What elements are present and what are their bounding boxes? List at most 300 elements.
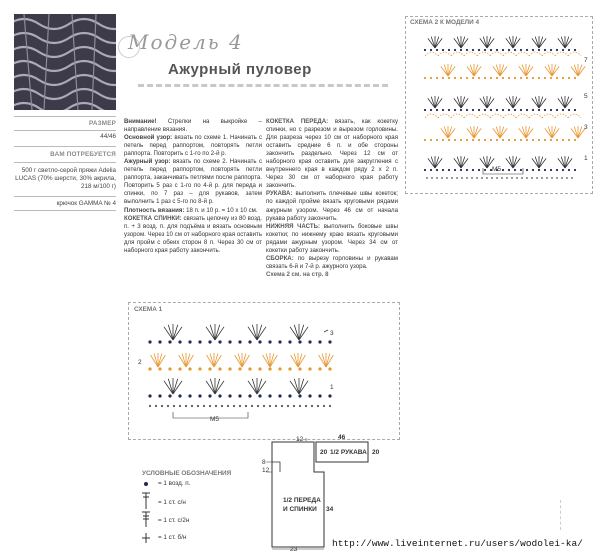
dim-label: 46 — [338, 434, 346, 441]
hook-spec: крючок GAMMA № 4 — [56, 200, 116, 207]
sidebar-divider — [14, 196, 116, 197]
stitch-stroke — [210, 379, 215, 394]
stitch-stroke — [435, 158, 442, 168]
stitch-stroke — [467, 66, 474, 76]
stitch-stroke — [535, 37, 539, 48]
chain-stitch-dot — [442, 109, 444, 111]
stitch-stroke — [168, 379, 173, 394]
chain-stitch-dot — [430, 109, 432, 111]
chain-stitch-dot — [323, 405, 325, 407]
chain-stitch-dot — [496, 77, 498, 79]
schema-1-row-label: 3 — [330, 330, 334, 337]
chain-arc — [438, 52, 451, 56]
chain-stitch-dot — [278, 394, 281, 397]
stitch-stroke — [480, 158, 487, 168]
stitch-stroke — [461, 38, 468, 48]
chain-stitch-dot — [502, 77, 504, 79]
stitch-stroke — [457, 157, 461, 168]
chain-stitch-dot — [538, 77, 540, 79]
chain-stitch-dot — [508, 109, 510, 111]
stitch-stroke — [173, 381, 182, 394]
stitch-stroke — [298, 354, 302, 367]
stitch-stroke — [444, 65, 448, 76]
chain-stitch-dot — [562, 139, 564, 141]
stitch-stroke — [561, 97, 565, 108]
schema-2-repeat-label: М5 — [492, 166, 502, 173]
stitch-stroke — [461, 98, 468, 108]
dim-label: 12 — [262, 467, 270, 474]
c1-heading: Внимание! — [124, 118, 157, 125]
stitch-stroke — [431, 37, 435, 48]
chain-arc — [568, 52, 581, 56]
stitch-stroke — [509, 157, 513, 168]
chain-arc — [451, 114, 464, 118]
chain-stitch-dot — [561, 177, 563, 179]
stitch-stroke — [164, 327, 173, 340]
stitch-stroke — [470, 127, 474, 138]
stitch-stroke — [565, 38, 572, 48]
chain-stitch-dot — [278, 367, 281, 370]
chain-stitch-dot — [484, 109, 486, 111]
chain-stitch-dot — [514, 49, 516, 51]
chain-stitch-dot — [526, 49, 528, 51]
sidebar-divider — [14, 130, 116, 131]
chain-stitch-dot — [275, 405, 277, 407]
chain-stitch-dot — [424, 169, 426, 171]
chain-stitch-dot — [436, 177, 438, 179]
stitch-stroke — [558, 38, 565, 48]
chain-stitch-dot — [149, 405, 151, 407]
stitch-stroke — [206, 327, 215, 340]
size-label: РАЗМЕР — [89, 120, 116, 127]
chain-stitch-dot — [526, 109, 528, 111]
chain-stitch-dot — [431, 177, 433, 179]
stitch-stroke — [474, 128, 481, 138]
chain-stitch-dot — [544, 109, 546, 111]
stitch-stroke — [535, 97, 539, 108]
c2-heading: СБОРКА: — [266, 254, 294, 262]
stitch-stroke — [500, 65, 504, 76]
chain-stitch-dot — [188, 394, 191, 397]
stitch-stroke — [513, 157, 517, 168]
chain-stitch-dot — [209, 405, 211, 407]
stitch-stroke — [322, 354, 326, 367]
chain-stitch-dot — [460, 139, 462, 141]
stitch-stroke — [522, 127, 526, 138]
stitch-stroke — [431, 97, 435, 108]
stitch-stroke — [299, 325, 304, 340]
chain-stitch-dot — [178, 367, 181, 370]
chain-stitch-dot — [532, 77, 534, 79]
chain-stitch-dot — [436, 49, 438, 51]
stitch-stroke — [509, 37, 513, 48]
chain-stitch-dot — [191, 405, 193, 407]
stitch-stroke — [483, 157, 487, 168]
chain-stitch-dot — [179, 405, 181, 407]
chain-stitch-dot — [448, 139, 450, 141]
chain-stitch-dot — [556, 77, 558, 79]
chain-stitch-dot — [490, 109, 492, 111]
chain-stitch-dot — [460, 109, 462, 111]
chain-arc — [503, 114, 516, 118]
chain-stitch-dot — [508, 49, 510, 51]
chain-stitch-dot — [185, 405, 187, 407]
c1-heading: Основной узор: — [124, 134, 173, 142]
stitch-stroke — [441, 66, 448, 76]
chain-stitch-dot — [318, 340, 321, 343]
chain-arc — [555, 52, 568, 56]
stitch-stroke — [496, 127, 500, 138]
stitch-stroke — [299, 327, 308, 340]
stitch-stroke — [179, 355, 186, 367]
schema-1-title: СХЕМА 1 — [134, 306, 163, 313]
chain-stitch-dot — [562, 109, 564, 111]
chain-stitch-dot — [257, 405, 259, 407]
chain-stitch-dot — [227, 405, 229, 407]
stitch-stroke — [480, 38, 487, 48]
chain-stitch-dot — [571, 177, 573, 179]
source-url[interactable]: http://www.liveinternet.ru/users/wodolei-ka/ — [332, 538, 583, 549]
chain-stitch-dot — [508, 139, 510, 141]
stitch-stroke — [215, 325, 220, 340]
chain-stitch-dot — [546, 177, 548, 179]
chain-stitch-dot — [556, 139, 558, 141]
page-title: Ажурный пуловер — [168, 61, 312, 78]
chain-stitch-dot — [448, 109, 450, 111]
c1-text: Стрелки на выкройке – направление вязания. — [124, 118, 262, 134]
stitch-stroke — [298, 355, 305, 367]
stitch-stroke — [474, 65, 478, 76]
schema-1-repeat-label: М5 — [210, 416, 220, 423]
dim-label: 20 — [320, 449, 328, 456]
chain-stitch-dot — [496, 139, 498, 141]
stitch-stroke — [558, 98, 565, 108]
chain-stitch-dot — [521, 177, 523, 179]
chain-stitch-dot — [188, 340, 191, 343]
sidebar-divider — [14, 116, 116, 117]
chain-stitch-dot — [228, 367, 231, 370]
chain-stitch-dot — [288, 367, 291, 370]
stitch-stroke — [158, 354, 162, 367]
chain-stitch-dot — [198, 367, 201, 370]
chain-stitch-dot — [514, 139, 516, 141]
chain-stitch-dot — [168, 394, 171, 397]
stitch-stroke — [513, 38, 520, 48]
stitch-stroke — [257, 325, 262, 340]
chain-stitch-dot — [329, 405, 331, 407]
stitch-stroke — [474, 66, 481, 76]
dim-label: 12 — [296, 436, 304, 443]
c2-heading: КОКЕТКА ПЕРЕДА: — [266, 118, 329, 125]
c2-text: выполнить плечевые швы кокеток; по каждой пройме вязать круговыми рядами ажурным узором. Через 46 см от начала рукава работу закончить. — [266, 190, 398, 222]
chain-arc — [490, 114, 503, 118]
chain-stitch-dot — [208, 367, 211, 370]
chain-stitch-dot — [471, 177, 473, 179]
chain-stitch-dot — [568, 169, 570, 171]
chain-stitch-dot — [511, 177, 513, 179]
chain-arc — [529, 52, 542, 56]
stitch-stroke — [535, 157, 539, 168]
chain-stitch-dot — [238, 340, 241, 343]
stitch-stroke — [270, 354, 274, 367]
chain-stitch-dot — [551, 177, 553, 179]
chain-stitch-dot — [466, 109, 468, 111]
stitch-stroke — [513, 158, 520, 168]
stitch-stroke — [548, 127, 552, 138]
chain-stitch-dot — [460, 169, 462, 171]
chain-stitch-dot — [298, 394, 301, 397]
chain-stitch-dot — [461, 177, 463, 179]
chain-stitch-dot — [476, 177, 478, 179]
schema-2-row-label: 1 — [584, 155, 588, 162]
stitch-stroke — [561, 157, 565, 168]
instructions-column-1 — [124, 118, 262, 255]
stitch-stroke — [483, 37, 487, 48]
chain-stitch-dot — [218, 367, 221, 370]
stitch-stroke — [506, 158, 513, 168]
chain-stitch-dot — [526, 77, 528, 79]
c1-text: 18 п. и 10 р. = 10 х 10 см. — [184, 206, 258, 214]
chain-stitch-dot — [490, 139, 492, 141]
chain-stitch-dot — [448, 169, 450, 171]
stitch-stroke — [487, 38, 494, 48]
stitch-stroke — [548, 65, 552, 76]
chain-stitch-dot — [536, 177, 538, 179]
chain-stitch-dot — [562, 49, 564, 51]
chain-arc — [529, 114, 542, 118]
schema-1-row-label: 1 — [330, 384, 334, 391]
stitch-stroke — [506, 98, 513, 108]
stitch-stroke — [461, 158, 468, 168]
yarn-line: 218 м/100 г) — [81, 183, 116, 190]
stitch-stroke — [526, 65, 530, 76]
stitch-stroke — [215, 381, 224, 394]
chain-stitch-dot — [574, 169, 576, 171]
stitch-stroke — [509, 97, 513, 108]
chain-stitch-dot — [228, 394, 231, 397]
chain-stitch-dot — [298, 340, 301, 343]
chain-stitch-dot — [454, 169, 456, 171]
chain-stitch-dot — [168, 340, 171, 343]
chain-stitch-dot — [484, 169, 486, 171]
sidebar-divider — [14, 146, 116, 147]
stitch-stroke — [182, 354, 186, 367]
stitch-stroke — [558, 158, 565, 168]
legend-item: = 1 ст. с/2н — [158, 517, 190, 524]
chain-stitch-dot — [328, 367, 331, 370]
chain-stitch-dot — [328, 340, 331, 343]
chain-stitch-dot — [228, 340, 231, 343]
stitch-stroke — [500, 128, 507, 138]
stitch-stroke — [513, 97, 517, 108]
stitch-stroke — [571, 66, 578, 76]
stitch-stroke — [454, 158, 461, 168]
chain-stitch-dot — [556, 49, 558, 51]
chain-stitch-dot — [508, 169, 510, 171]
schema-2-row-label: 7 — [584, 57, 588, 64]
chain-arc — [425, 52, 438, 56]
chain-stitch-dot — [288, 394, 291, 397]
stitch-stroke — [257, 327, 266, 340]
chain-stitch-dot — [538, 109, 540, 111]
chain-arc — [477, 114, 490, 118]
instructions-column-2 — [266, 118, 398, 279]
body-label: 1/2 ПЕРЕДА — [283, 497, 321, 504]
stitch-stroke — [565, 98, 572, 108]
stitch-stroke — [565, 97, 569, 108]
stitch-stroke — [574, 65, 578, 76]
chain-stitch-dot — [311, 405, 313, 407]
stitch-stroke — [506, 38, 513, 48]
stitch-stroke — [435, 157, 439, 168]
chain-stitch-dot — [299, 405, 301, 407]
stitch-stroke — [435, 97, 439, 108]
stitch-stroke — [210, 325, 215, 340]
stitch-stroke — [290, 327, 299, 340]
stitch-stroke — [532, 158, 539, 168]
chain-stitch-dot — [550, 169, 552, 171]
chain-stitch-dot — [308, 340, 311, 343]
chain-arc — [477, 52, 490, 56]
chain-stitch-dot — [188, 367, 191, 370]
stitch-stroke — [552, 127, 556, 138]
stitch-stroke — [319, 355, 326, 367]
stitch-stroke — [454, 38, 461, 48]
chain-stitch-dot — [472, 49, 474, 51]
chain-stitch-dot — [520, 109, 522, 111]
stitch-stroke — [448, 127, 452, 138]
stitch-stroke — [435, 98, 442, 108]
chain-stitch-dot — [502, 49, 504, 51]
stitch-stroke — [428, 98, 435, 108]
stitch-stroke — [214, 354, 218, 367]
chain-stitch-dot — [161, 405, 163, 407]
chain-stitch-dot — [251, 405, 253, 407]
chain-stitch-dot — [466, 77, 468, 79]
chain-stitch-dot — [538, 49, 540, 51]
stitch-stroke — [493, 66, 500, 76]
stitch-stroke — [444, 127, 448, 138]
dim-label: 34 — [326, 506, 334, 513]
chain-stitch-dot — [430, 49, 432, 51]
chain-stitch-dot — [491, 177, 493, 179]
c1-text: вязать по схеме 1. Начинать с петель перед раппортом, повторять петли раппорта. Повторить с 1-го по 2-й р. — [124, 134, 262, 158]
c2-text: вязать, как кокетку спинки, но с разрезом и вырезом горловины. Для разреза через 10 см от наборного края оставить средние 6 п. и обе стороны закончить раздельно. Через 12 см от наборного края оставить для закругления с внутреннего края в каждом ряду 2 х 2 п. Через 30 см от наборного края работу закончить. — [266, 118, 399, 190]
stitch-stroke — [526, 66, 533, 76]
chain-stitch-dot — [484, 139, 486, 141]
stitch-stroke — [526, 128, 533, 138]
stitch-stroke — [151, 355, 158, 367]
stitch-stroke — [480, 98, 487, 108]
stitch-stroke — [431, 157, 435, 168]
sidebar-divider — [14, 162, 116, 163]
stitch-stroke — [235, 355, 242, 367]
yarn-line: LUCAS (70% шерсти, 30% акрила, — [15, 175, 116, 182]
stitch-stroke — [326, 354, 330, 367]
chain-stitch-dot — [155, 405, 157, 407]
stitch-stroke — [270, 355, 277, 367]
chain-stitch-dot — [568, 77, 570, 79]
stitch-stroke — [574, 127, 578, 138]
stitch-stroke — [215, 379, 220, 394]
schema-2-row-label: 3 — [584, 124, 588, 131]
chain-stitch-dot — [203, 405, 205, 407]
chain-stitch-dot — [258, 340, 261, 343]
chain-stitch-dot — [568, 109, 570, 111]
stitch-stroke — [173, 327, 182, 340]
chain-stitch-dot — [263, 405, 265, 407]
chain-stitch-dot — [478, 49, 480, 51]
chain-stitch-dot — [514, 169, 516, 171]
chain-stitch-dot — [508, 77, 510, 79]
chain-stitch-dot — [472, 77, 474, 79]
stitch-stroke — [257, 379, 262, 394]
stitch-stroke — [487, 97, 491, 108]
chain-stitch-dot — [430, 77, 432, 79]
chain-stitch-dot — [514, 109, 516, 111]
c2-text: выполнить боковые швы кокетки; по нижнему краю вязать круговыми рядами ажурным узором. Через 34 см от кокетки работу закончить. — [266, 222, 398, 254]
chain-stitch-dot — [442, 49, 444, 51]
stitch-stroke — [467, 128, 474, 138]
dim-label: 8 — [262, 459, 266, 466]
stitch-stroke — [539, 98, 546, 108]
chain-stitch-dot — [218, 340, 221, 343]
chain-stitch-dot — [441, 177, 443, 179]
chain-stitch-dot — [496, 49, 498, 51]
chain-stitch-dot — [550, 77, 552, 79]
stitch-stroke — [448, 66, 455, 76]
stitch-stroke — [164, 381, 173, 394]
c2-heading: НИЖНЯЯ ЧАСТЬ: — [266, 222, 321, 230]
schema-1-row-label: 2 — [138, 359, 142, 366]
chain-stitch-dot — [481, 177, 483, 179]
c1-text: связать цепочку из 80 возд. п. + 3 возд. п. для подъёма и вязать основным узором. Через 10 см от наборного края оставить для пройм с обеих сторон 8 п. Через 30 см от наборного края работу закончить. — [124, 214, 262, 254]
dim-label: 20 — [372, 449, 380, 456]
stitch-stroke — [578, 66, 585, 76]
legend-item: = 1 ст. с/н — [158, 499, 186, 506]
chain-stitch-dot — [245, 405, 247, 407]
chain-stitch-dot — [158, 367, 161, 370]
stitch-stroke — [294, 354, 298, 367]
chain-stitch-dot — [442, 169, 444, 171]
chain-arc — [516, 114, 529, 118]
stitch-stroke — [242, 355, 249, 367]
chain-stitch-dot — [516, 177, 518, 179]
chain-stitch-dot — [496, 177, 498, 179]
chain-stitch-dot — [550, 109, 552, 111]
chain-stitch-dot — [173, 405, 175, 407]
chain-stitch-dot — [574, 77, 576, 79]
stitch-stroke — [539, 38, 546, 48]
stitch-stroke — [519, 66, 526, 76]
stitch-stroke — [291, 355, 298, 367]
chain-stitch-dot — [486, 177, 488, 179]
chain-stitch-dot — [430, 169, 432, 171]
chain-stitch-dot — [198, 394, 201, 397]
stitch-stroke — [294, 379, 299, 394]
chain-arc — [568, 114, 581, 118]
chain-stitch-dot — [268, 367, 271, 370]
dim-label: 23 — [290, 546, 298, 553]
stitch-stroke — [168, 325, 173, 340]
stitch-stroke — [252, 379, 257, 394]
stitch-stroke — [461, 37, 465, 48]
chain-stitch-dot — [168, 367, 171, 370]
stitch-stroke — [299, 379, 304, 394]
schema-2-title: СХЕМА 2 К МОДЕЛИ 4 — [410, 19, 480, 26]
chain-stitch-dot — [442, 139, 444, 141]
chain-stitch-dot — [454, 49, 456, 51]
